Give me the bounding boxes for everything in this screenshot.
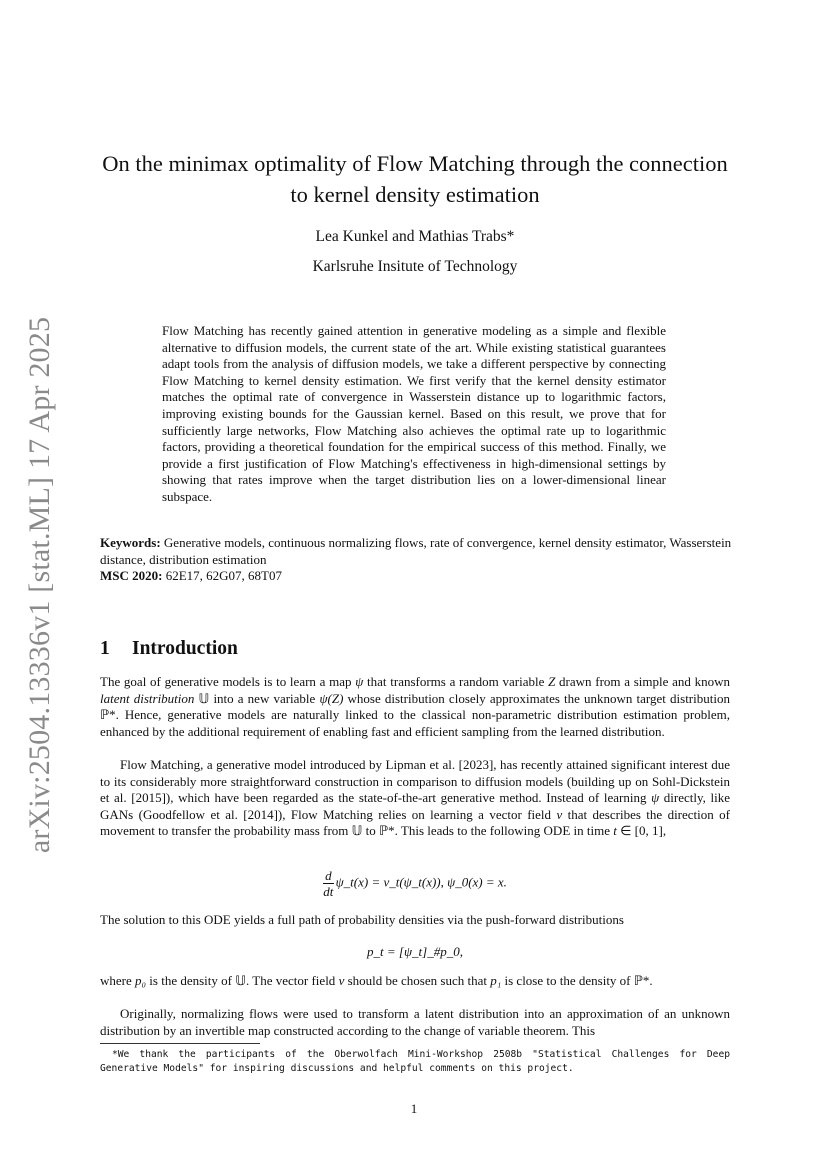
paragraph-2: Flow Matching, a generative model introduced by Lipman et al. [2023], has recently attained significant interest due to its considerably more straightforward construction in comparison to diffusion models (building up on Sohl-Dickstein et al. [2015]), which have been regarded as the state-of-the-art generative method. Instead of learning ψ directly, like GANs (Goodfellow et al. [2014]), Flow Matching relies on learning a vector field v that describes the direction of movement to transfer the probability mass from 𝕌 to ℙ*. This leads to the following ODE in time t ∈ [0, 1], <box>100 757 731 839</box>
equation-ode <box>100 868 730 899</box>
page-number: 1 <box>410 1101 418 1116</box>
keywords-block <box>100 535 740 585</box>
keywords-text: Generative models, continuous normalizing flows, rate of convergence, kernel density estimator, Wasserstein distance, distribution estimation <box>100 535 732 567</box>
paragraph-3: The solution to this ODE yields a full path of probability densities via the push-forward distributions <box>100 912 624 927</box>
arxiv-identifier-stamp <box>18 316 62 854</box>
msc-line <box>100 568 740 585</box>
latent-distribution-term: latent distribution <box>100 690 195 706</box>
keywords-label: Keywords: <box>100 535 161 550</box>
paper-authors: Lea Kunkel and Mathias Trabs* <box>315 228 515 245</box>
footnote-rule <box>100 1043 260 1044</box>
paragraph-4: where p₀ is the density of 𝕌. The vector field v should be chosen such that p₁ is close to the density of ℙ*. <box>100 973 653 988</box>
section-number: 1 <box>100 638 110 659</box>
ode-body: ψ_t(x) = v_t(ψ_t(x)), ψ_0(x) = x. <box>335 874 507 890</box>
keywords-line <box>100 535 740 568</box>
equation-pushforward: p_t = [ψ_t]_#p_0, <box>367 944 463 959</box>
abstract: Flow Matching has recently gained attention in generative modeling as a simple and flexible alternative to diffusion models, the current state of the art. While existing statistical guarantees adapt tools from the analysis of diffusion models, we take a different perspective by connecting Flow Matching to kernel density estimation. We first verify that the kernel density estimator matches the optimal rate of convergence in Wasserstein distance up to logarithmic factors, improving existing bounds for the Gaussian kernel. Based on this result, we prove that for sufficiently large networks, Flow Matching also achieves the optimal rate up to logarithmic factors, providing a theoretical foundation for the empirical success of this method. Finally, we provide a first justification of Flow Matching's effectiveness in high-dimensional settings by showing that rates improve when the target distribution lies on a lower-dimensional linear subspace. <box>162 323 666 504</box>
section-title: Introduction <box>132 638 238 659</box>
section-heading <box>100 638 238 660</box>
paragraph-1: The goal of generative models is to learn a map ψ that transforms a random variable Z drawn from a simple and known latent distribution 𝕌 into a new variable ψ(Z) whose distribution closely approximates the unknown target distribution ℙ*. Hence, generative models are naturally linked to the classical non-parametric distribution estimation problem, enhanced by the additional requirement of enabling fast and efficient sampling from the learned distribution. <box>100 674 730 739</box>
msc-text: 62E17, 62G07, 68T07 <box>165 568 282 584</box>
footnote: *We thank the participants of the Oberwolfach Mini-Workshop 2508b "Statistical Challenges for Deep Generative Models" for inspiring discussions and helpful comments on this project. <box>100 1049 730 1074</box>
msc-label: MSC 2020: <box>100 568 163 584</box>
arxiv-identifier-text: arXiv:2504.13336v1 [stat.ML] 17 Apr 2025 <box>23 316 56 854</box>
paper-title: On the minimax optimality of Flow Matching through the connection to kernel density estimation <box>102 151 728 207</box>
paper-affiliation: Karlsruhe Insitute of Technology <box>312 258 518 275</box>
derivative-fraction: $\frac{d}{dt}$ <box>323 868 334 899</box>
paragraph-5: Originally, normalizing flows were used to transform a latent distribution into an approximation of an unknown distribution by an invertible map constructed according to the change of variable theorem. This <box>100 1006 730 1038</box>
